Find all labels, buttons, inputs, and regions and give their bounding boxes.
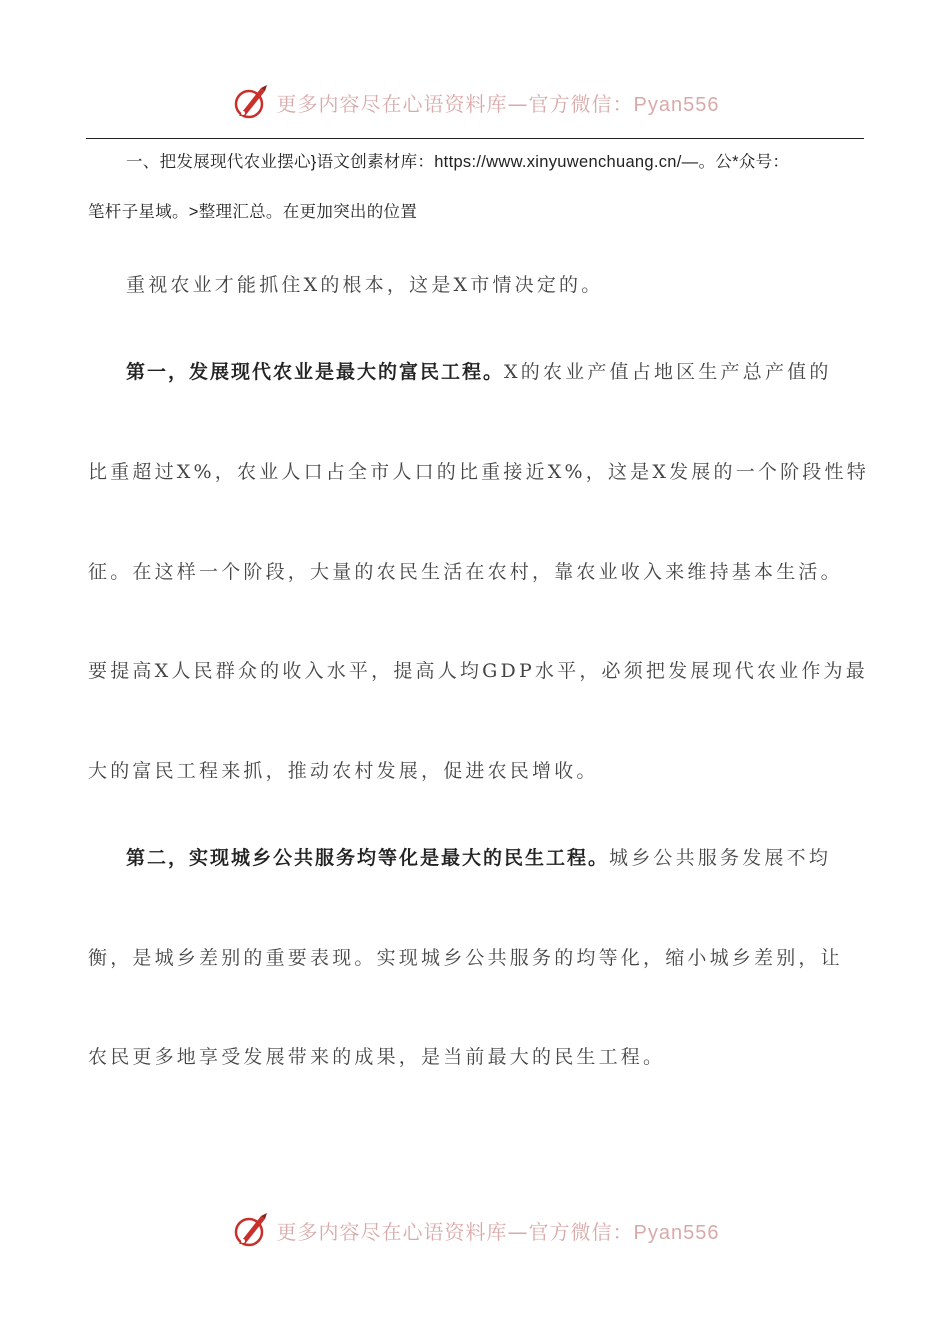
quill-pen-logo-icon	[231, 1210, 271, 1250]
wechat-id: Pyan556	[633, 1221, 720, 1244]
paragraph-2-line-2: 比重超过X%，农业人口占全市人口的比重接近X%，这是X发展的一个阶段性特	[88, 461, 869, 483]
paragraph-2-line-1: 第一，发展现代农业是最大的富民工程。X的农业产值占地区生产总产值的	[126, 361, 832, 383]
paragraph-3-line-1: 第二，实现城乡公共服务均等化是最大的民生工程。城乡公共服务发展不均	[126, 847, 832, 869]
paragraph-3-line-2: 衡，是城乡差别的重要表现。实现城乡公共服务的均等化，缩小城乡差别，让	[88, 947, 843, 969]
banner-text: 更多内容尽在心语资料库—官方微信：Pyan556	[276, 91, 720, 116]
footer-banner	[0, 1208, 950, 1252]
intro-line-2: 笔杆子星域。>整理汇总。在更加突出的位置	[88, 203, 418, 221]
paragraph-2-line-5: 大的富民工程来抓，推动农村发展，促进农民增收。	[88, 760, 599, 782]
header-rule	[86, 138, 864, 139]
intro-line-1: 一、把发展现代农业摆心}语文创素材库：https://www.xinyuwenchuang.cn/—。公*众号：	[126, 153, 790, 171]
wechat-id: Pyan556	[633, 93, 720, 116]
banner-text: 更多内容尽在心语资料库—官方微信：Pyan556	[276, 1219, 720, 1244]
paragraph-3-heading: 第二，实现城乡公共服务均等化是最大的民生工程。	[126, 847, 610, 869]
paragraph-3-line-3: 农民更多地享受发展带来的成果，是当前最大的民生工程。	[88, 1046, 666, 1068]
paragraph-2-line-3: 征。在这样一个阶段，大量的农民生活在农村，靠农业收入来维持基本生活。	[88, 561, 843, 583]
paragraph-2-line-4: 要提高X人民群众的收入水平，提高人均GDP水平，必须把发展现代农业作为最	[88, 660, 868, 682]
paragraph-1: 重视农业才能抓住X的根本，这是X市情决定的。	[126, 274, 604, 296]
quill-pen-logo-icon	[231, 82, 271, 122]
paragraph-2-heading: 第一，发展现代农业是最大的富民工程。	[126, 361, 505, 383]
header-banner	[0, 80, 950, 124]
